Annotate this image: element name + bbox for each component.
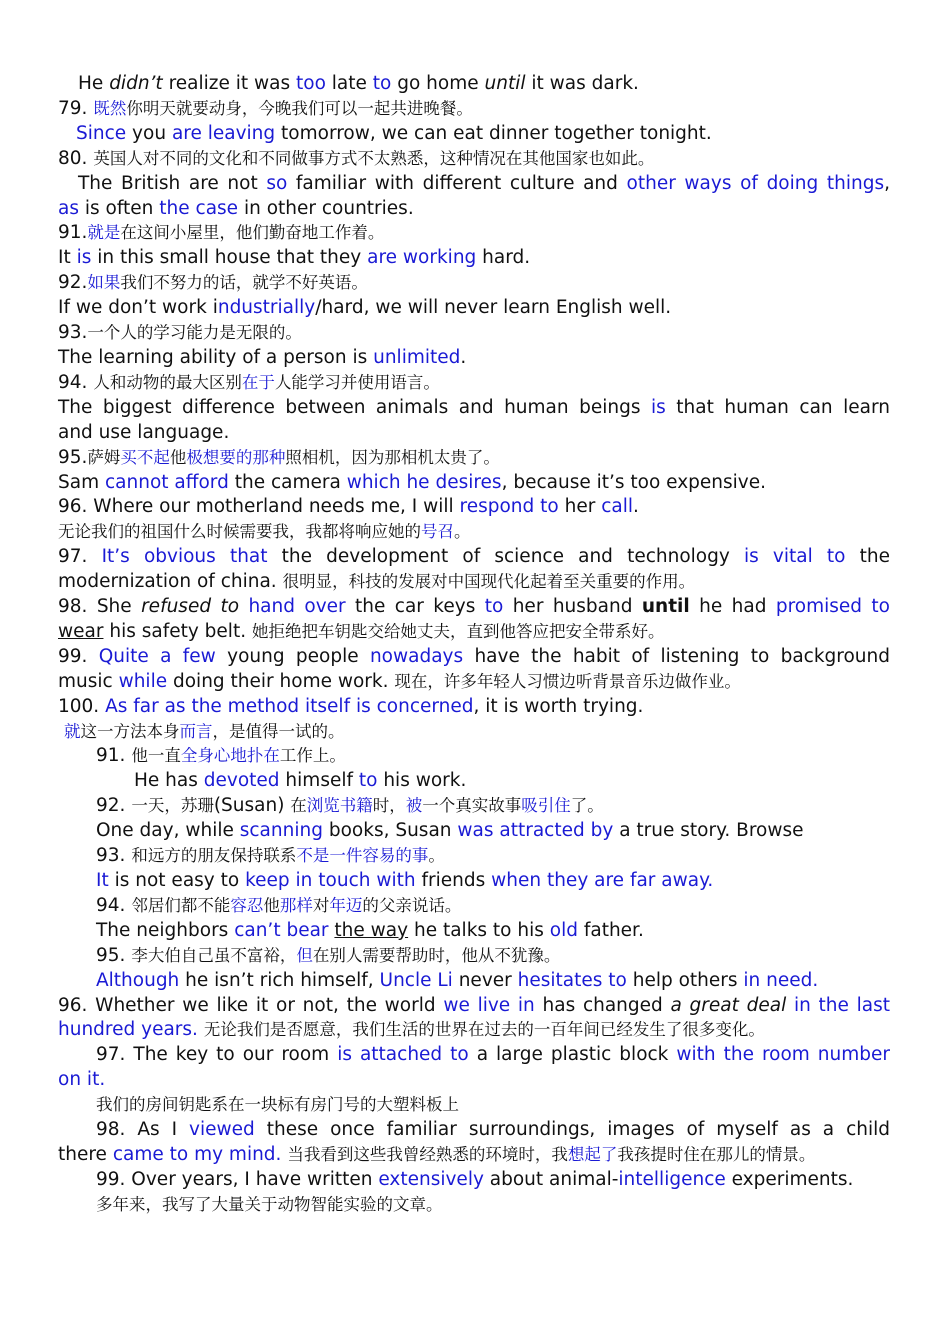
text-run: is vital to [743, 546, 846, 568]
text-run: 号召 [421, 522, 454, 542]
text-run: The neighbors [96, 919, 235, 941]
text-line [58, 1168, 890, 1193]
text-run: in this small house that they [91, 247, 368, 269]
text-run: promised to [775, 596, 890, 618]
text-line [58, 471, 890, 496]
document-page [58, 72, 890, 1218]
text-run: If we don’t work i [58, 297, 218, 319]
text-run: , it is worth trying. [473, 695, 644, 717]
text-run: 人和动物的最大区别 [93, 372, 242, 392]
text-run: is not easy to [108, 870, 246, 891]
text-run: 她拒绝把车钥匙交给她丈夫，直到他答应把安全带系好。 [251, 621, 665, 641]
text-run: 无论我们是否愿意，我们生活的世界在过去的一百年间已经发生了很多变化。 [203, 1020, 765, 1040]
text-run: 96. Where our motherland needs me, I will [58, 496, 460, 518]
text-run: in other countries. [238, 197, 414, 219]
text-run: 如果 [87, 273, 121, 293]
text-run: intelligence [618, 1168, 726, 1190]
text-run: ndustrially [217, 297, 316, 319]
text-line [58, 744, 890, 769]
text-run: 容忍 [230, 895, 264, 915]
text-line [58, 720, 890, 745]
text-run: 不是一件容易的事 [296, 846, 429, 866]
text-run: 我孩提时住在那儿的情景。 [617, 1144, 816, 1164]
text-line [58, 645, 890, 670]
text-run: 92. [58, 272, 88, 294]
text-run: 在别人需要帮助时，他从不犹豫。 [312, 945, 561, 965]
text-run: 了。 [570, 796, 604, 816]
text-line [58, 695, 890, 720]
text-line [58, 769, 890, 794]
text-line [58, 271, 890, 296]
text-run: viewed [189, 1119, 255, 1141]
text-run: 但 [296, 945, 313, 965]
text-run: his work. [377, 770, 467, 792]
text-run: help others [626, 969, 744, 991]
text-line [58, 1193, 890, 1218]
text-run: there [58, 1143, 113, 1165]
text-run: 一个真实故事 [422, 796, 522, 816]
text-line [58, 670, 890, 695]
text-line [58, 346, 890, 371]
text-run: until [484, 73, 526, 94]
text-run: young people [215, 645, 370, 667]
text-line [58, 869, 890, 894]
text-line [58, 122, 890, 147]
text-run: music [58, 670, 119, 692]
text-run: are leaving [171, 122, 276, 144]
text-line [58, 371, 890, 396]
text-run: late [325, 73, 373, 94]
text-run: on it. [58, 1069, 106, 1091]
text-line [58, 296, 890, 321]
text-run: about animal- [483, 1168, 619, 1190]
text-run: 91. [96, 745, 132, 767]
text-run: 当我看到这些我曾经熟悉的环境时，我 [287, 1144, 568, 1164]
text-run: 那样 [279, 895, 313, 915]
text-run: extensively [378, 1168, 484, 1190]
text-run: is [76, 247, 92, 269]
text-run: to [372, 73, 392, 94]
text-run: hundred years. [58, 1019, 198, 1041]
text-run: the [845, 546, 890, 568]
text-run: doing their home work. [167, 670, 395, 692]
text-line [58, 1093, 890, 1118]
text-line [58, 147, 890, 172]
text-run: which he desires [346, 471, 502, 493]
text-line [58, 620, 890, 645]
text-run: 97. The key to our room [96, 1044, 338, 1066]
text-run: to [358, 770, 378, 792]
text-line [58, 1143, 890, 1168]
text-run: 99. Over years, I have written [96, 1168, 379, 1190]
text-run: . [460, 346, 467, 368]
text-run: The biggest difference between animals and human beings [58, 396, 651, 418]
text-run: 和远方的朋友保持联系 [131, 846, 297, 866]
text-line [58, 421, 890, 446]
text-line [58, 1018, 890, 1043]
text-line [58, 321, 890, 346]
text-run: 在这间小屋里，他们勤奋地工作着。 [120, 223, 385, 243]
text-run: 95. [96, 944, 132, 966]
text-run: ，是值得一试的。 [212, 721, 345, 741]
text-run [786, 995, 794, 1016]
text-run: 97. [58, 546, 102, 568]
text-run: 。 [428, 846, 445, 866]
text-run: 。 [454, 522, 471, 542]
text-run: his safety belt. [103, 620, 252, 642]
text-run: these once familiar surroundings, images of myself as a child [254, 1119, 890, 1141]
text-run: 就 [64, 721, 81, 741]
text-line [58, 221, 890, 246]
text-run: a great deal [670, 994, 787, 1016]
text-run: 浏览书籍 [306, 796, 373, 816]
text-run: 工作上。 [279, 746, 346, 766]
text-line [58, 894, 890, 919]
text-line [58, 72, 890, 97]
text-run: is often [78, 197, 160, 219]
text-run: The British are not [78, 172, 267, 194]
text-line [58, 1118, 890, 1143]
text-run: /hard, we will never learn English well. [315, 297, 672, 319]
text-run: hand over [248, 596, 346, 618]
text-run: 多年来，我写了大量关于动物智能实验的文章。 [96, 1194, 443, 1214]
text-run: is [651, 396, 666, 418]
text-run: 无论我们的祖国什么时候需要我，我都将响应她的 [58, 522, 421, 542]
text-run: her husband [503, 596, 642, 618]
text-line [58, 446, 890, 471]
text-run: 93. [96, 845, 132, 867]
text-line [58, 396, 890, 421]
text-run: 一天，苏珊 [131, 796, 214, 816]
text-run: Uncle Li [379, 969, 453, 991]
text-run: 93. [58, 322, 88, 344]
text-run: 人能学习并使用语言。 [274, 372, 440, 392]
text-run: 他 [169, 447, 187, 467]
text-run: 想起了 [567, 1144, 618, 1164]
text-run: too [296, 73, 326, 94]
text-run: a true story. Browse [613, 820, 804, 842]
text-run: the case [159, 197, 239, 219]
text-run: are working [367, 247, 477, 269]
text-run: 94. [58, 371, 94, 393]
text-run: 一个人的学习能力是无限的。 [87, 323, 302, 343]
text-run: 98. She [58, 596, 142, 618]
text-run: 他 [263, 895, 280, 915]
text-run: 时， [372, 796, 406, 816]
text-run: modernization of china. [58, 571, 283, 593]
text-run: to [484, 596, 504, 618]
text-run: with the room number [676, 1044, 891, 1066]
text-run: was attracted by [457, 820, 614, 842]
text-line [58, 545, 890, 570]
text-run: is attached to [337, 1044, 469, 1066]
text-run: the development of science and technology [267, 546, 744, 568]
text-run: when they are far away. [491, 870, 714, 891]
text-line [58, 844, 890, 869]
text-run: wear [58, 620, 104, 642]
text-run: so [266, 172, 288, 194]
text-run: never [452, 969, 518, 991]
text-run: came to my mind. [112, 1143, 282, 1165]
text-run: 既然 [93, 98, 127, 118]
text-run: devoted [203, 770, 280, 792]
text-line [58, 97, 890, 122]
text-run: Although [96, 969, 180, 991]
text-line [58, 919, 890, 944]
text-run: 萨姆 [87, 447, 121, 467]
text-run: 96. Whether we like it or not, the world [58, 994, 444, 1016]
text-run: old [549, 919, 578, 941]
text-run: didn’t [109, 73, 163, 94]
text-run: , [884, 172, 890, 194]
text-run: nowadays [369, 645, 464, 667]
text-run: respond to [459, 496, 559, 518]
text-run: 买不起 [120, 447, 170, 467]
text-run: 80. [58, 147, 94, 169]
text-run: He [78, 73, 110, 94]
text-line [58, 994, 890, 1019]
text-line [58, 595, 890, 620]
text-run: . [633, 496, 639, 518]
text-run: 100. [58, 695, 106, 717]
text-run: as [58, 197, 79, 219]
text-run: 你明天就要动身，今晚我们可以一起共进晚餐。 [126, 98, 473, 118]
text-run: friends [415, 870, 492, 891]
text-run: in need. [743, 969, 819, 991]
text-run: other ways of doing things [626, 172, 885, 194]
text-line [58, 570, 890, 595]
text-run: it was dark. [525, 73, 639, 94]
text-run: you [126, 122, 172, 144]
text-run: It [58, 247, 77, 269]
text-run: As far as the method itself is concerned [105, 695, 474, 717]
text-run: the way [334, 919, 409, 941]
text-run: he talks to his [408, 919, 550, 941]
text-run: He has [134, 770, 204, 792]
text-run: until [641, 596, 690, 618]
text-run: 邻居们都不能 [131, 895, 231, 915]
text-run: 92. [96, 795, 132, 817]
text-run: unlimited [373, 346, 461, 368]
text-line [58, 197, 890, 222]
text-run: he isn’t rich himself, [179, 969, 380, 991]
text-run: scanning [239, 820, 323, 842]
text-run: 照相机，因为那相机太贵了。 [285, 447, 500, 467]
text-run: and use language. [58, 421, 230, 443]
text-run: 李大伯自己虽不富裕， [131, 945, 297, 965]
text-line [58, 944, 890, 969]
text-run: has changed [534, 994, 671, 1016]
text-run: have the habit of listening to background [463, 645, 891, 667]
text-run: 94. [96, 894, 132, 916]
text-line [58, 1043, 890, 1068]
text-run: 对 [312, 895, 330, 915]
text-run: (Susan) [213, 795, 291, 817]
text-run: Quite a few [98, 645, 216, 667]
text-run: 在 [290, 796, 307, 816]
text-run: realize it was [162, 73, 296, 94]
text-run: the car keys [345, 596, 485, 618]
text-run: 91. [58, 222, 88, 244]
text-run: a large plastic block [468, 1044, 677, 1066]
text-line [58, 520, 890, 545]
text-run: father. [577, 919, 644, 941]
text-run: 而言 [179, 721, 213, 741]
text-run: , because it’s too expensive. [501, 471, 767, 493]
text-run: books, Susan [322, 820, 458, 842]
text-run: 95. [58, 446, 88, 468]
text-run: 这一方法本身 [80, 721, 180, 741]
text-run: himself [279, 770, 359, 792]
text-run: that human can learn [665, 396, 890, 418]
text-run: One day, while [96, 820, 240, 842]
text-run: 被 [405, 796, 423, 816]
text-line [58, 794, 890, 819]
text-run: 的父亲说话。 [362, 895, 462, 915]
text-run: call [601, 496, 633, 518]
text-run: The learning ability of a person is [58, 346, 374, 368]
text-run: 79. [58, 97, 94, 119]
text-run: 98. As I [96, 1119, 190, 1141]
text-run: 我们不努力的话，就学不好英语。 [120, 273, 368, 293]
text-run: experiments. [725, 1168, 854, 1190]
text-run: 英国人对不同的文化和不同做事方式不太熟悉，这种情况在其他国家也如此。 [93, 148, 655, 168]
text-run: hard. [476, 247, 531, 269]
text-run: in the last [793, 994, 890, 1016]
text-run: we live in [443, 994, 535, 1016]
text-run: 我们的房间钥匙系在一块标有房门号的大塑料板上 [96, 1095, 459, 1115]
text-run: 年迈 [329, 895, 363, 915]
text-run: the camera [228, 471, 347, 493]
text-run: 现在，许多年轻人习惯边听背景音乐边做作业。 [394, 671, 741, 691]
text-run: tomorrow, we can eat dinner together tonight. [275, 122, 712, 144]
text-run: her [558, 496, 602, 518]
text-run: 极想要的那种 [186, 447, 286, 467]
text-run: while [118, 670, 168, 692]
text-run: refused to [141, 596, 240, 618]
text-line [58, 1068, 890, 1093]
text-line [58, 246, 890, 271]
text-run: keep in touch with [245, 870, 416, 891]
text-run: 很明显，科技的发展对中国现代化起着至关重要的作用。 [282, 572, 696, 592]
text-run: hesitates to [517, 969, 627, 991]
text-run: Sam [58, 471, 105, 493]
text-line [58, 172, 890, 197]
text-run: 全身心地扑在 [180, 746, 280, 766]
text-run: cannot afford [104, 471, 229, 493]
text-line [58, 819, 890, 844]
text-run: 就是 [87, 223, 121, 243]
text-run: he had [689, 596, 776, 618]
text-run: 吸引住 [521, 796, 571, 816]
text-run: It’s obvious that [101, 546, 268, 568]
text-run: go home [391, 73, 485, 94]
text-line [58, 495, 890, 520]
text-line [58, 969, 890, 994]
text-run: It [96, 870, 109, 891]
text-run: 在于 [241, 372, 275, 392]
text-run: 他一直 [131, 746, 181, 766]
text-run: Since [76, 122, 127, 144]
text-run: 99. [58, 645, 99, 667]
text-run: familiar with different culture and [287, 172, 627, 194]
text-run: can’t bear [234, 919, 329, 941]
